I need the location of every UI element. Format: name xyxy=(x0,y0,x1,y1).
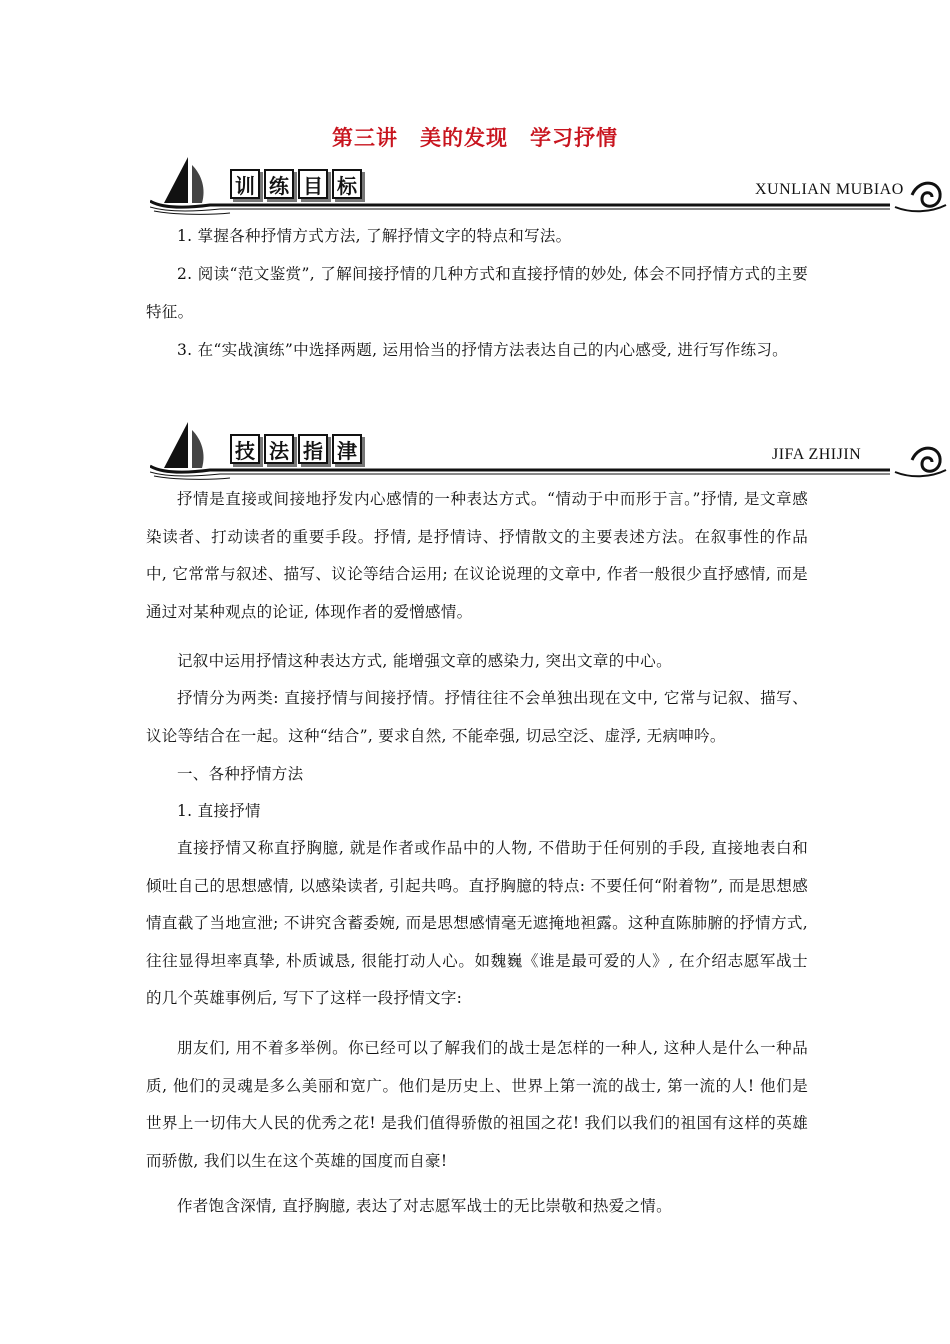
quote-paragraph: 朋友们, 用不着多举例。你已经可以了解我们的战士是怎样的一种人, 这种人是什么一种品质, 他们的灵魂是多么美丽和宽广。他们是历史上、世界上第一流的战士, 第一流的人! 他们是世界上一切伟大人民的优秀之花! 是我们值得骄傲的祖国之花! 我们以我们的祖国有这样的英雄而骄傲, 我们以生在这个英雄的国度而自豪! xyxy=(146,1039,808,1170)
title-char: 训 xyxy=(230,169,260,199)
page-title: 第三讲 美的发现 学习抒情 xyxy=(332,126,618,150)
body-paragraph-2: 记叙中运用抒情这种表达方式, 能增强文章的感染力, 突出文章的中心。 xyxy=(177,652,672,670)
heading-direct-lyric: 1. 直接抒情 xyxy=(177,802,261,820)
body-paragraph-4: 直接抒情又称直抒胸臆, 就是作者或作品中的人物, 不借助于任何别的手段, 直接地表白和倾吐自己的思想感情, 以感染读者, 引起共鸣。直抒胸臆的特点: 不要任何“附着物”, 而是思想感情直截了当地宣泄; 不讲究含蓄委婉, 而是思想感情毫无遮掩地袒露。这种直陈肺腑的抒情方式, 往往显得坦率真挚, 朴质诚恳, 很能打动人心。如魏巍《谁是最可爱的人》, 在介绍志愿军战士的几个英雄事例后, 写下了这样一段抒情文字: xyxy=(146,839,808,1007)
goal-item-1: 1. 掌握各种抒情方式方法, 了解抒情文字的特点和写法。 xyxy=(177,227,572,245)
body-paragraph-1: 抒情是直接或间接地抒发内心感情的一种表达方式。“情动于中而形于言。”抒情, 是文章感染读者、打动读者的重要手段。抒情, 是抒情诗、抒情散文的主要表述方法。在叙事性的作品中, 它常常与叙述、描写、议论等结合运用; 在议论说理的文章中, 作者一般很少直抒感情, 而是通过对某种观点的论证, 体现作者的爱憎感情。 xyxy=(146,490,808,621)
body-paragraph-6: 作者饱含深情, 直抒胸臆, 表达了对志愿军战士的无比崇敬和热爱之情。 xyxy=(177,1197,672,1215)
section-title-boxes xyxy=(230,434,362,464)
section-pinyin: JIFA ZHIJIN xyxy=(772,446,862,463)
title-char: 标 xyxy=(332,169,362,199)
title-char: 技 xyxy=(230,434,260,464)
title-char: 练 xyxy=(264,169,294,199)
title-char: 指 xyxy=(298,434,328,464)
title-char: 目 xyxy=(298,169,328,199)
title-char: 法 xyxy=(264,434,294,464)
section-header-technique-guide xyxy=(150,420,950,482)
section-pinyin: XUNLIAN MUBIAO xyxy=(755,181,904,198)
goal-item-2: 2. 阅读“范文鉴赏”, 了解间接抒情的几种方式和直接抒情的妙处, 体会不同抒情方式的主要特征。 xyxy=(146,265,808,321)
section-header-training-goals xyxy=(150,155,950,217)
section-title-boxes xyxy=(230,169,362,199)
title-char: 津 xyxy=(332,434,362,464)
heading-methods: 一、各种抒情方法 xyxy=(177,765,304,783)
body-paragraph-3: 抒情分为两类: 直接抒情与间接抒情。抒情往往不会单独出现在文中, 它常与记叙、描写、议论等结合在一起。这种“结合”, 要求自然, 不能牵强, 切忌空泛、虚浮, 无病呻吟。 xyxy=(146,689,808,745)
goal-item-3: 3. 在“实战演练”中选择两题, 运用恰当的抒情方法表达自己的内心感受, 进行写作练习。 xyxy=(177,341,788,359)
